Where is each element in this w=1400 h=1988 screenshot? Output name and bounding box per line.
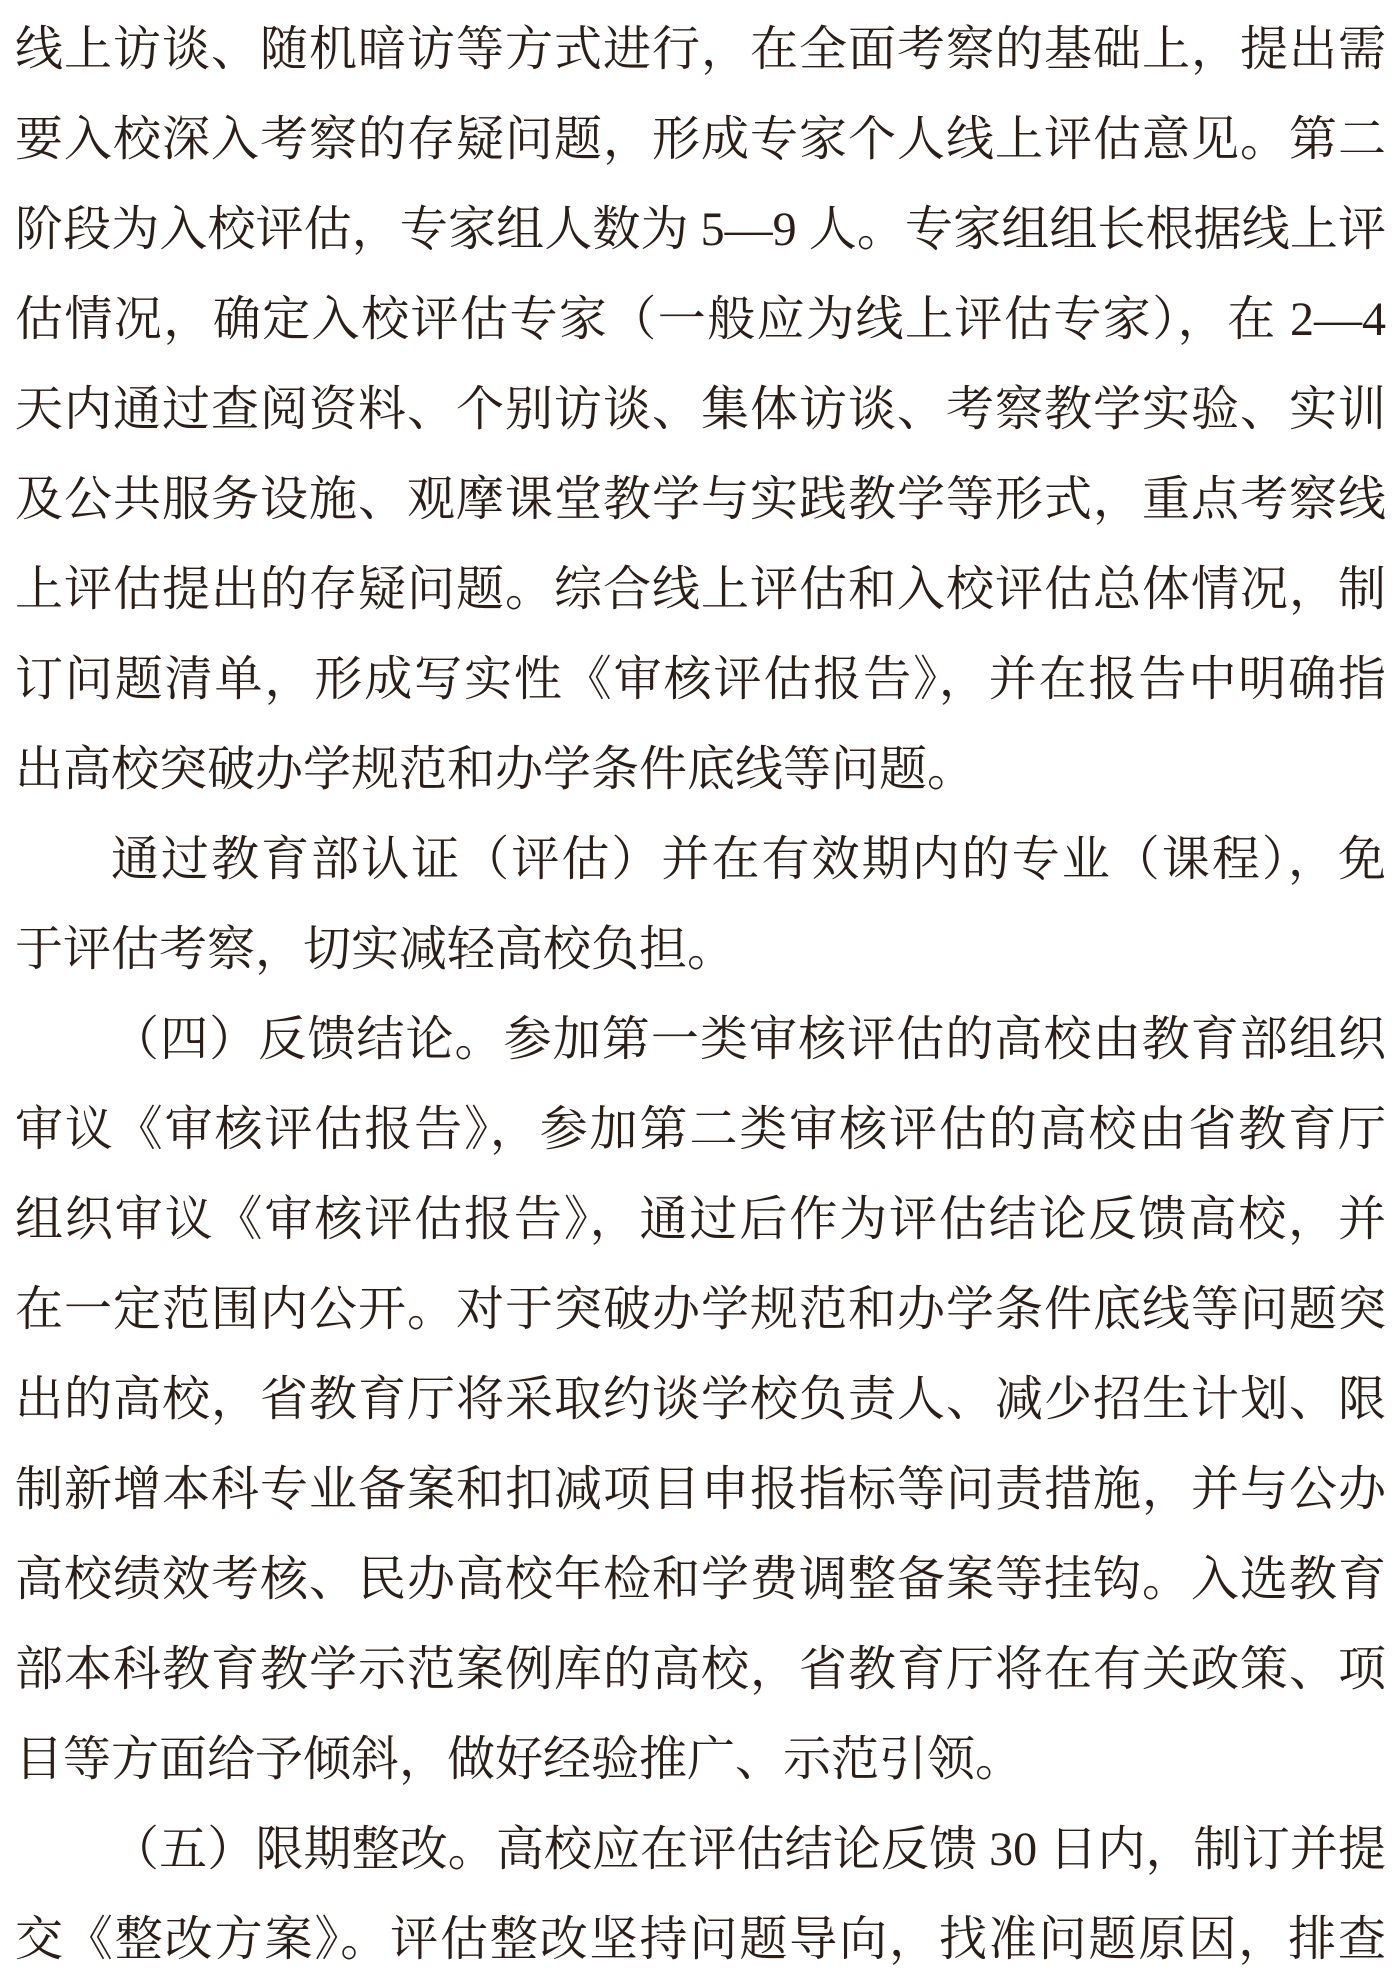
text-line: 天内通过查阅资料、个别访谈、集体访谈、考察教学实验、实训: [15, 383, 1386, 436]
text-line: 在一定范围内公开。对于突破办学规范和办学条件底线等问题突: [15, 1283, 1386, 1336]
text-line: 出的高校，省教育厅将采取约谈学校负责人、减少招生计划、限: [15, 1373, 1386, 1426]
text-line: 及公共服务设施、观摩课堂教学与实践教学等形式，重点考察线: [15, 473, 1386, 526]
text-line: 目等方面给予倾斜，做好经验推广、示范引领。: [15, 1733, 1024, 1786]
text-line: 阶段为入校评估，专家组人数为 5—9 人。专家组组长根据线上评: [15, 203, 1386, 256]
text-line: 审议《审核评估报告》，参加第二类审核评估的高校由省教育厅: [15, 1103, 1386, 1156]
text-line: 出高校突破办学规范和办学条件底线等问题。: [15, 743, 976, 796]
text-line: 于评估考察，切实减轻高校负担。: [15, 923, 736, 976]
text-line: 上评估提出的存疑问题。综合线上评估和入校评估总体情况，制: [15, 563, 1386, 616]
text-line: 订问题清单，形成写实性《审核评估报告》，并在报告中明确指: [15, 653, 1386, 706]
document-body: [15, 5, 1386, 1985]
text-line: 通过教育部认证（评估）并在有效期内的专业（课程），免: [111, 833, 1386, 886]
text-line: 部本科教育教学示范案例库的高校，省教育厅将在有关政策、项: [15, 1643, 1386, 1696]
text-line: （五）限期整改。高校应在评估结论反馈 30 日内，制订并提: [111, 1823, 1386, 1876]
text-line: 交《整改方案》。评估整改坚持问题导向，找准问题原因，排查: [15, 1913, 1386, 1966]
text-line: （四）反馈结论。参加第一类审核评估的高校由教育部组织: [111, 1013, 1386, 1066]
text-line: 估情况，确定入校评估专家（一般应为线上评估专家），在 2—4: [15, 293, 1386, 346]
text-line: 线上访谈、随机暗访等方式进行，在全面考察的基础上，提出需: [15, 23, 1386, 76]
text-line: 高校绩效考核、民办高校年检和学费调整备案等挂钩。入选教育: [15, 1553, 1386, 1606]
text-line: 制新增本科专业备案和扣减项目申报指标等问责措施，并与公办: [15, 1463, 1386, 1516]
text-line: 要入校深入考察的存疑问题，形成专家个人线上评估意见。第二: [15, 113, 1386, 166]
text-line: 组织审议《审核评估报告》，通过后作为评估结论反馈高校，并: [15, 1193, 1386, 1246]
